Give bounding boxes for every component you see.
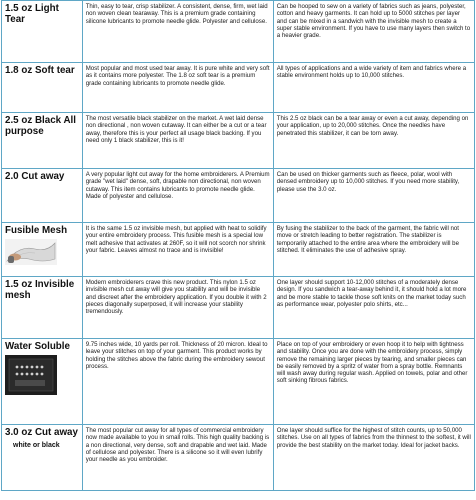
stabilizer-table (1, 0, 475, 491)
stabilizer-usage: One layer should suffice for the highest of stitch counts, up to 50,000 stitches. Use on all types of fabrics from the thinnest to the softest, it will provide the best stability on the market today. Ideal for jacket backs. (276, 427, 471, 449)
table-row (2, 113, 475, 169)
stabilizer-description: The most versatile black stabilizer on the market. A wet laid dense non directional , non woven cutaway. It can either be a cut or a tear away, therefore this is your perfect all usage black backing. If you need only 1 black stabilizer, this is it! (85, 115, 267, 144)
stabilizer-description: It is the same 1.5 oz invisible mesh, but applied with heat to solidify your entire embroidery process. This fusible mesh is a special low melt adhesive that activates at 260F, so it will not scorch nor shrink your fabric. Leaves almost no trace and is invisible! (85, 225, 267, 254)
stabilizer-description: The most popular cut away for all types of commercial embroidery now made available to you in small rolls. This high quality backing is a non directional, very dense, soft and drapable and wet laid. Made of cellulose and polyester. There is a silicone so it will even lubrify your needle as you embroider. (85, 427, 270, 464)
stabilizer-name: 3.0 oz Cut away (5, 427, 78, 438)
fusible-mesh-photo (5, 239, 57, 265)
stabilizer-usage: All types of applications and a wide variety of item and fabrics where a stable environment holds up to 10,000 stitches. (276, 65, 467, 80)
stabilizer-description: Modern embroiderers crave this new product. This nylon 1.5 oz invisible mesh cut away will give you stability and will be invisible and discreet after the embroidery application. If you double it with 2 pieces diagonally superposed, it will increase your stability tremendously. (85, 279, 267, 316)
stabilizer-name: 2.0 Cut away (5, 171, 65, 182)
table-row (2, 169, 475, 223)
table-row (2, 223, 475, 277)
table-row (2, 277, 475, 339)
table-row (2, 425, 475, 491)
stabilizer-description: A very popular light cut away for the home embroiderers. A Premium grade "wet laid" dense, soft, drapable non directional, non woven cutaway. This item contains lubricants to promote needle glide. Made of polyester and cellulose. (85, 171, 270, 200)
stabilizer-color-options: white or black (13, 442, 60, 449)
table-row (2, 339, 475, 425)
embroidery-sample-photo (5, 355, 57, 395)
stabilizer-usage: One layer should support 10-12,000 stitches of a moderately dense design. If you sandwich a tear-away behind it, it should hold a lot more and be more stable to tackle those soft knits on the market today such as performance wear, polyester polo shirts, etc... (276, 279, 467, 308)
stabilizer-description: Most popular and most used tear away. It is pure white and very soft as it contains more polyester. The 1.8 oz soft tear is a premium grade containing lubricants to promote needle glide. (85, 65, 270, 87)
stabilizer-name: 1.5 oz Light Tear (5, 3, 59, 25)
stabilizer-name: 1.5 oz Invisible mesh (5, 279, 75, 301)
stabilizer-usage: Can be hooped to sew on a variety of fabrics such as jeans, polyester, cotton and heavy garments. It can hold up to 5000 stitches per layer and can be mixed in a sandwich with the invisible mesh to create a super stable environment. If you have to use many layers then switch to a heavier grade. (276, 3, 471, 40)
stabilizer-usage: By fusing the stabilizer to the back of the garment, the fabric will not move or stretch leading to better registration. The stabilizer is temporarily attached to the entire area where the embroidery will be stitched. It eliminates the use of adhesive spray. (276, 225, 459, 254)
table-row (2, 63, 475, 113)
stabilizer-name: 1.8 oz Soft tear (5, 65, 75, 76)
stabilizer-description: 9.75 inches wide, 10 yards per roll. Thickness of 20 micron. Ideal to leave your stitches on top of your garment. This product works by holding the stitches above the fabric during the embroidery sewout process. (85, 341, 268, 370)
stabilizer-description: Thin, easy to tear, crisp stabilizer. A consistent, dense, firm, wet laid non woven clean tearaway. This is a premium grade containing silicone lubricants to promote needle glide. Polyester and cellulose. (85, 3, 268, 25)
stabilizer-usage: Can be used on thicker garments such as fleece, polar, wool with densed embroidery up to 10,000 stitches. If you need more stability, please use the 3.0 oz. (276, 171, 460, 193)
stabilizer-name: Water Soluble (5, 341, 70, 352)
stabilizer-usage: Place on top of your embroidery or even hoop it to help with tightness and stability. Once you are done with the embroidery process, simply remove the remaining larger pieces by tearing, and smaller pieces can be easily removed by a spritz of water from a spray bottle. Remnants will wash away during regular wash. Applied on towels, polar and other soft sinking fibrous fabrics. (276, 341, 468, 385)
table-row (2, 1, 475, 63)
stabilizer-name: 2.5 oz Black All purpose (5, 115, 76, 137)
stabilizer-usage: This 2.5 oz black can be a tear away or even a cut away, depending on your application, up to 20,000 stitches. Once the needles have penetrated this stabilizer, it can be torn away. (276, 115, 469, 137)
stabilizer-name: Fusible Mesh (5, 225, 68, 236)
